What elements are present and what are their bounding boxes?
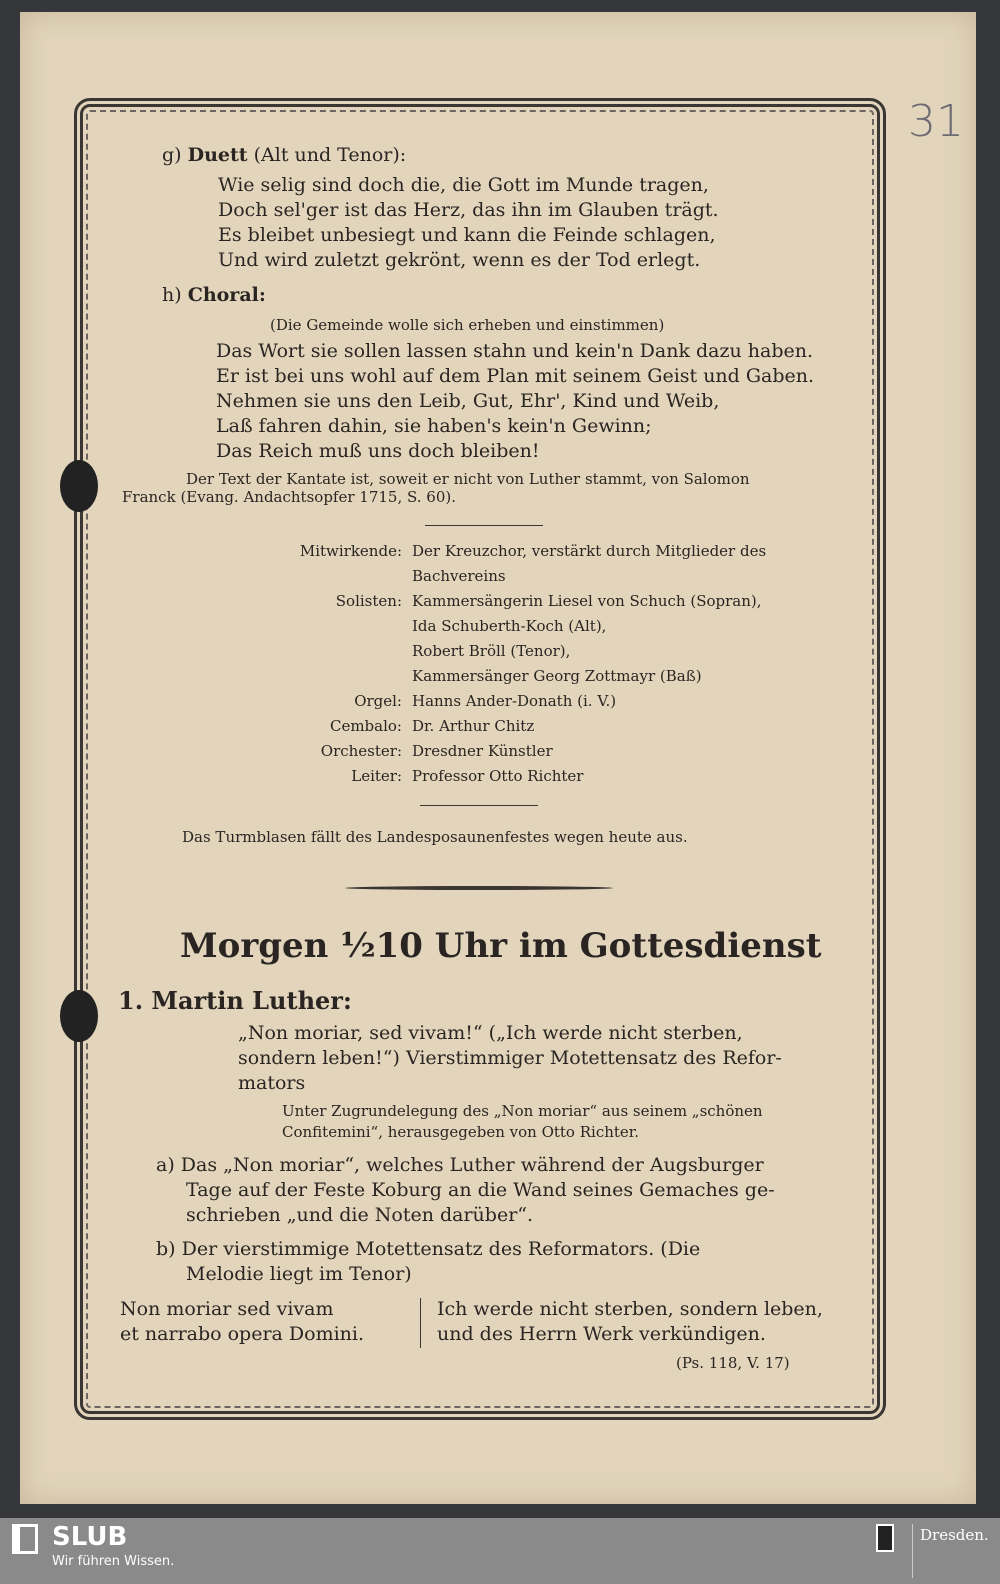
dresden-logo[interactable]: Dresden. bbox=[920, 1526, 989, 1544]
book-logo-icon bbox=[12, 1524, 38, 1554]
footer-bar bbox=[0, 1518, 1000, 1584]
item-note: Confitemini“, herausgegeben von Otto Richter. bbox=[282, 1123, 640, 1141]
performer-name: Der Kreuzchor, verstärkt durch Mitglieder des bbox=[412, 542, 767, 560]
item-text: „Non moriar, sed vivam!“ („Ich werde nicht sterben, bbox=[238, 1022, 743, 1044]
punch-hole bbox=[60, 990, 98, 1042]
performer-role: Mitwirkende: bbox=[299, 542, 402, 560]
bible-reference: (Ps. 118, V. 17) bbox=[676, 1354, 790, 1372]
performer-name: Dresdner Künstler bbox=[412, 742, 553, 760]
performer-role: Solisten: bbox=[335, 592, 402, 610]
dresden-crest-icon bbox=[876, 1524, 894, 1552]
credit-line: Franck (Evang. Andachtsopfer 1715, S. 60). bbox=[122, 488, 456, 506]
verse-line: Und wird zuletzt gekrönt, wenn es der Tod erlegt. bbox=[218, 249, 701, 271]
divider bbox=[345, 886, 613, 890]
verse-line: Das Reich muß uns doch bleiben! bbox=[216, 440, 540, 462]
divider bbox=[912, 1524, 913, 1578]
performer-name: Bachvereins bbox=[412, 567, 506, 585]
divider bbox=[425, 525, 543, 526]
verse-line: Wie selig sind doch die, die Gott im Munde tragen, bbox=[218, 174, 709, 196]
slub-brand[interactable]: SLUB bbox=[52, 1522, 128, 1552]
item-b-text: b) Der vierstimmige Motettensatz des Reformators. (Die bbox=[156, 1238, 701, 1260]
verse-line: Es bleibet unbesiegt und kann die Feinde schlagen, bbox=[218, 224, 716, 246]
section-heading: Morgen ½10 Uhr im Gottesdienst bbox=[180, 926, 822, 966]
german-text: Ich werde nicht sterben, sondern leben, bbox=[437, 1298, 823, 1320]
item-text: mators bbox=[238, 1072, 306, 1094]
divider bbox=[420, 805, 538, 806]
page-number: 31 bbox=[908, 96, 964, 147]
column-divider bbox=[420, 1298, 421, 1348]
slub-tagline: Wir führen Wissen. bbox=[52, 1554, 175, 1569]
choral-note: (Die Gemeinde wolle sich erheben und einstimmen) bbox=[270, 316, 665, 334]
performer-role: Cembalo: bbox=[329, 717, 402, 735]
choral-heading: h) Choral: bbox=[162, 284, 266, 306]
performer-name: Kammersängerin Liesel von Schuch (Sopran), bbox=[412, 592, 762, 610]
item-note: Unter Zugrundelegung des „Non moriar“ aus seinem „schönen bbox=[282, 1102, 763, 1120]
item-text: sondern leben!“) Vierstimmiger Motettensatz des Refor- bbox=[238, 1047, 782, 1069]
punch-hole bbox=[60, 460, 98, 512]
verse-line: Doch sel'ger ist das Herz, das ihn im Glauben trägt. bbox=[218, 199, 719, 221]
performer-role: Orgel: bbox=[354, 692, 402, 710]
performer-role: Orchester: bbox=[320, 742, 402, 760]
verse-line: Nehmen sie uns den Leib, Gut, Ehr', Kind und Weib, bbox=[216, 390, 720, 412]
performer-name: Dr. Arthur Chitz bbox=[412, 717, 535, 735]
verse-line: Laß fahren dahin, sie haben's kein'n Gewinn; bbox=[216, 415, 652, 437]
performer-name: Professor Otto Richter bbox=[412, 767, 584, 785]
credit-line: Der Text der Kantate ist, soweit er nicht von Luther stammt, von Salomon bbox=[186, 470, 750, 488]
performer-name: Hanns Ander-Donath (i. V.) bbox=[412, 692, 617, 710]
german-text: und des Herrn Werk verkündigen. bbox=[437, 1323, 766, 1345]
performer-name: Robert Bröll (Tenor), bbox=[412, 642, 571, 660]
latin-text: Non moriar sed vivam bbox=[120, 1298, 334, 1320]
performer-name: Ida Schuberth-Koch (Alt), bbox=[412, 617, 607, 635]
notice: Das Turmblasen fällt des Landesposaunenfestes wegen heute aus. bbox=[182, 828, 688, 846]
latin-text: et narrabo opera Domini. bbox=[120, 1323, 365, 1345]
duett-heading: g) Duett (Alt und Tenor): bbox=[162, 144, 407, 166]
item-title: 1. Martin Luther: bbox=[118, 986, 352, 1015]
verse-line: Er ist bei uns wohl auf dem Plan mit seinem Geist und Gaben. bbox=[216, 365, 815, 387]
verse-line: Das Wort sie sollen lassen stahn und kein'n Dank dazu haben. bbox=[216, 340, 814, 362]
performer-role: Leiter: bbox=[351, 767, 402, 785]
item-a-text: Tage auf der Feste Koburg an die Wand seines Gemaches ge- bbox=[186, 1179, 775, 1201]
item-a-text: a) Das „Non moriar“, welches Luther während der Augsburger bbox=[156, 1154, 764, 1176]
item-a-text: schrieben „und die Noten darüber“. bbox=[186, 1204, 534, 1226]
item-b-text: Melodie liegt im Tenor) bbox=[186, 1263, 412, 1285]
performer-name: Kammersänger Georg Zottmayr (Baß) bbox=[412, 667, 702, 685]
